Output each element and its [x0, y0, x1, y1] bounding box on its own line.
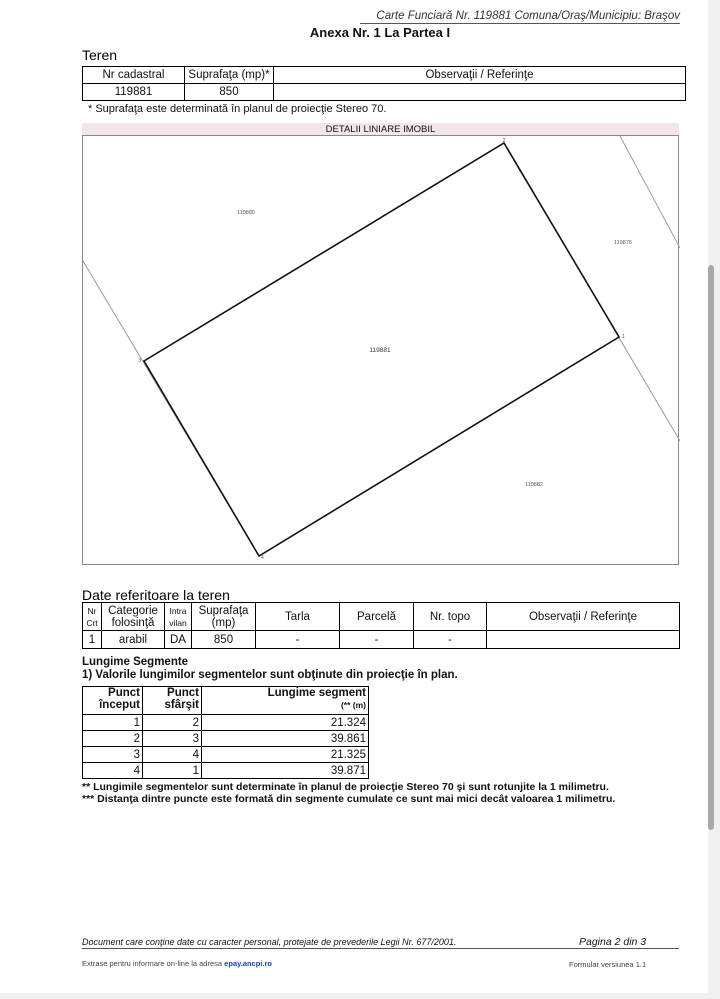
parcel-label: 119881 [369, 347, 391, 354]
col-nr-crt: Nr Crt [83, 603, 102, 631]
neighbor-label-119876: 119876 [614, 240, 632, 246]
segmente-table [82, 686, 369, 779]
neighbor-boundary-right-top [620, 136, 680, 248]
detalii-title: DETALII LINIARE IMOBIL [82, 123, 679, 135]
cell-punct-inceput: 1 [83, 715, 143, 731]
segmente-title: Lungime Segmente [82, 656, 189, 668]
col-intravilan: Intra vilan [165, 603, 192, 631]
col-punct-inceput: Punct început [83, 687, 143, 715]
col-lungime-segment [202, 687, 369, 715]
vertex-label-3: 3 [138, 358, 141, 364]
cell-punct-sfarsit: 3 [143, 731, 202, 747]
cell-punct-sfarsit: 4 [143, 747, 202, 763]
extrase-note [82, 959, 272, 968]
cell-punct-sfarsit: 2 [143, 715, 202, 731]
cell-categorie: arabil [102, 631, 165, 649]
teren-note: * Suprafaţa este determinată în planul de proiecţie Stereo 70. [88, 103, 387, 115]
anexa-title: Anexa Nr. 1 La Partea I [309, 25, 451, 40]
neighbor-label-119880: 119880 [237, 210, 255, 216]
col-punct-sfarsit: Punct sfârşit [143, 687, 202, 715]
cell-tarla: - [256, 631, 340, 649]
carte-funciara-header: Carte Funciară Nr. 119881 Comuna/Oraş/Municipiu: Braşov [376, 10, 680, 22]
cell-observatii [487, 631, 680, 649]
cell-punct-inceput: 3 [83, 747, 143, 763]
table-row [83, 747, 369, 763]
date-teren-title: Date referitoare la teren [82, 587, 230, 603]
formular-version: Formular versiunea 1.1 [569, 960, 647, 969]
segmente-subtitle: 1) Valorile lungimilor segmentelor sunt obţinute din proiecţie în plan. [82, 669, 458, 681]
segmente-note-1: ** Lungimile segmentelor sunt determinate în planul de proiecţie Stereo 70 şi sunt rotunjite la 1 milimetru. [82, 781, 609, 793]
cell-nr-cadastral: 119881 [83, 84, 185, 101]
teren-table [82, 66, 686, 101]
table-header-row [83, 603, 680, 631]
cell-suprafata: 850 [185, 84, 274, 101]
table-row [83, 715, 369, 731]
vertex-label-4: 4 [261, 555, 264, 561]
cell-observatii [274, 84, 686, 101]
col-nr-cadastral: Nr cadastral [83, 67, 185, 84]
extrase-prefix: Extrase pentru informare on-line la adresa [82, 959, 223, 968]
segmente-heading [82, 656, 458, 682]
cell-lungime: 39.871 [202, 763, 369, 779]
parcel-plan-drawing [83, 136, 680, 566]
table-row [83, 763, 369, 779]
segmente-note-2: *** Distanţa dintre puncte este formată din segmente cumulate ce sunt mai mici decât valoarea 1 milimetru. [82, 793, 616, 805]
cell-lungime: 21.325 [202, 747, 369, 763]
cell-nr-crt: 1 [83, 631, 102, 649]
lungime-unit-label: (** (m) [340, 700, 366, 710]
col-tarla: Tarla [256, 603, 340, 631]
cell-intravilan: DA [165, 631, 192, 649]
cell-nr-topo: - [414, 631, 487, 649]
table-row [83, 84, 686, 101]
col-observatii: Observaţii / Referinţe [487, 603, 680, 631]
epay-link[interactable]: epay.ancpi.ro [224, 959, 272, 968]
col-nr-topo: Nr. topo [414, 603, 487, 631]
scrollbar-thumb[interactable] [708, 265, 714, 830]
col-observatii: Observaţii / Referinţe [274, 67, 686, 84]
lungime-segment-label: Lungime segment [267, 687, 366, 699]
table-row [83, 631, 680, 649]
table-header-row [83, 67, 686, 84]
page-number: Pagina 2 din 3 [579, 936, 647, 948]
cell-punct-sfarsit: 1 [143, 763, 202, 779]
table-row [83, 731, 369, 747]
personal-data-note: Document care conţine date cu caracter personal, protejate de prevederile Legii Nr. 677/2001. [82, 937, 457, 947]
cell-lungime: 21.324 [202, 715, 369, 731]
col-suprafata: Suprafaţa (mp) [192, 603, 256, 631]
vertex-label-1: 1 [622, 334, 625, 340]
neighbor-label-119882: 119882 [525, 482, 543, 488]
parcel-plan [82, 135, 679, 565]
cell-parcela: - [340, 631, 414, 649]
cell-punct-inceput: 2 [83, 731, 143, 747]
col-parcela: Parcelă [340, 603, 414, 631]
neighbor-boundary-right-bottom [618, 336, 680, 441]
col-categorie: Categorie folosinţă [102, 603, 165, 631]
col-suprafata: Suprafaţa (mp)* [185, 67, 274, 84]
table-header-row [83, 687, 369, 715]
cell-punct-inceput: 4 [83, 763, 143, 779]
cell-suprafata: 850 [192, 631, 256, 649]
vertex-label-2: 2 [502, 138, 506, 144]
cell-lungime: 39.861 [202, 731, 369, 747]
teren-title: Teren [82, 47, 118, 63]
date-teren-table [82, 602, 680, 649]
header-rule [360, 23, 680, 24]
segmente-notes [82, 781, 615, 805]
footer-rule [82, 948, 679, 949]
